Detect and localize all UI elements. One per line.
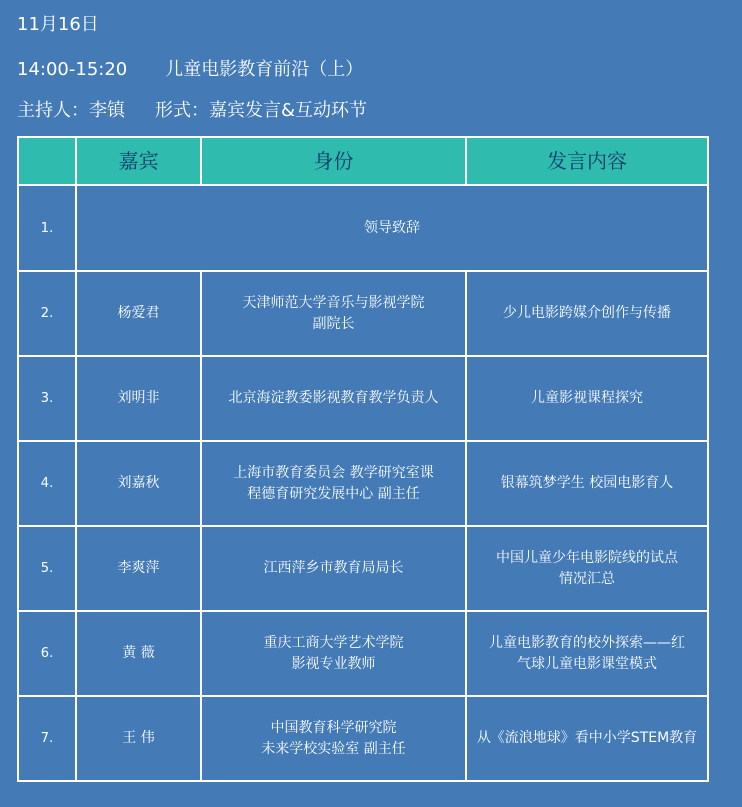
identity-line: 上海市教育委员会 教学研究室课 (233, 464, 434, 481)
talk-topic (466, 696, 708, 781)
header-num-cell (18, 137, 76, 185)
guest-name: 李爽萍 (76, 526, 201, 611)
table-row (18, 526, 708, 611)
topic-line: 中国儿童少年电影院线的试点 (496, 549, 678, 566)
identity-line: 江西萍乡市教育局局长 (263, 560, 404, 576)
topic-line: 情况汇总 (559, 570, 615, 587)
topic-line: 气球儿童电影课堂模式 (517, 655, 657, 672)
header-guest: 嘉宾 (76, 137, 201, 185)
guest-name: 刘明非 (76, 356, 201, 441)
opening-remarks: 领导致辞 (76, 185, 708, 271)
identity-line: 程德育研究发展中心 副主任 (247, 485, 420, 502)
row-number: 1. (18, 185, 76, 271)
row-number: 2. (18, 271, 76, 356)
table-row (18, 696, 708, 781)
table-row (18, 356, 708, 441)
session-time: 14:00-15:20 (17, 59, 128, 80)
identity-line: 未来学校实验室 副主任 (261, 740, 406, 757)
guest-name: 刘嘉秋 (76, 441, 201, 526)
talk-topic (466, 271, 708, 356)
guest-identity (201, 441, 466, 526)
guest-name: 黄 薇 (76, 611, 201, 696)
identity-line: 北京海淀教委影视教育教学负责人 (228, 390, 439, 406)
topic-line: 儿童影视课程探究 (531, 390, 643, 406)
header-identity: 身份 (201, 137, 466, 185)
host-label: 主持人：李镇 (17, 100, 125, 121)
date-label: 11月16日 (17, 14, 99, 35)
identity-line: 副院长 (312, 315, 355, 332)
table-row (18, 441, 708, 526)
identity-line: 重庆工商大学艺术学院 (263, 634, 404, 651)
talk-topic (466, 356, 708, 441)
row-number: 5. (18, 526, 76, 611)
guest-identity (201, 611, 466, 696)
session-line (17, 55, 363, 81)
topic-line: 少儿电影跨媒介创作与传播 (503, 305, 671, 321)
talk-topic (466, 611, 708, 696)
guest-name: 王 伟 (76, 696, 201, 781)
topic-line: 从《流浪地球》看中小学STEM教育 (476, 730, 698, 746)
identity-line: 天津师范大学音乐与影视学院 (242, 294, 425, 311)
table-row (18, 611, 708, 696)
row-number: 6. (18, 611, 76, 696)
row-number: 4. (18, 441, 76, 526)
talk-topic (466, 441, 708, 526)
identity-line: 中国教育科学研究院 (270, 719, 397, 736)
schedule-table (17, 136, 709, 782)
row-number: 3. (18, 356, 76, 441)
table-row (18, 271, 708, 356)
guest-identity (201, 526, 466, 611)
table-header-row (18, 137, 708, 185)
identity-line: 影视专业教师 (291, 655, 376, 672)
guest-identity (201, 696, 466, 781)
format-label: 形式：嘉宾发言&互动环节 (155, 100, 368, 121)
topic-line: 银幕筑梦学生 校园电影育人 (500, 475, 674, 491)
guest-identity (201, 356, 466, 441)
topic-line: 儿童电影教育的校外探索——红 (489, 634, 685, 651)
table-row (18, 185, 708, 271)
row-number: 7. (18, 696, 76, 781)
session-title: 儿童电影教育前沿（上） (165, 59, 364, 80)
talk-topic (466, 526, 708, 611)
guest-identity (201, 271, 466, 356)
host-line (17, 96, 367, 122)
guest-name: 杨爱君 (76, 271, 201, 356)
header-topic: 发言内容 (466, 137, 708, 185)
